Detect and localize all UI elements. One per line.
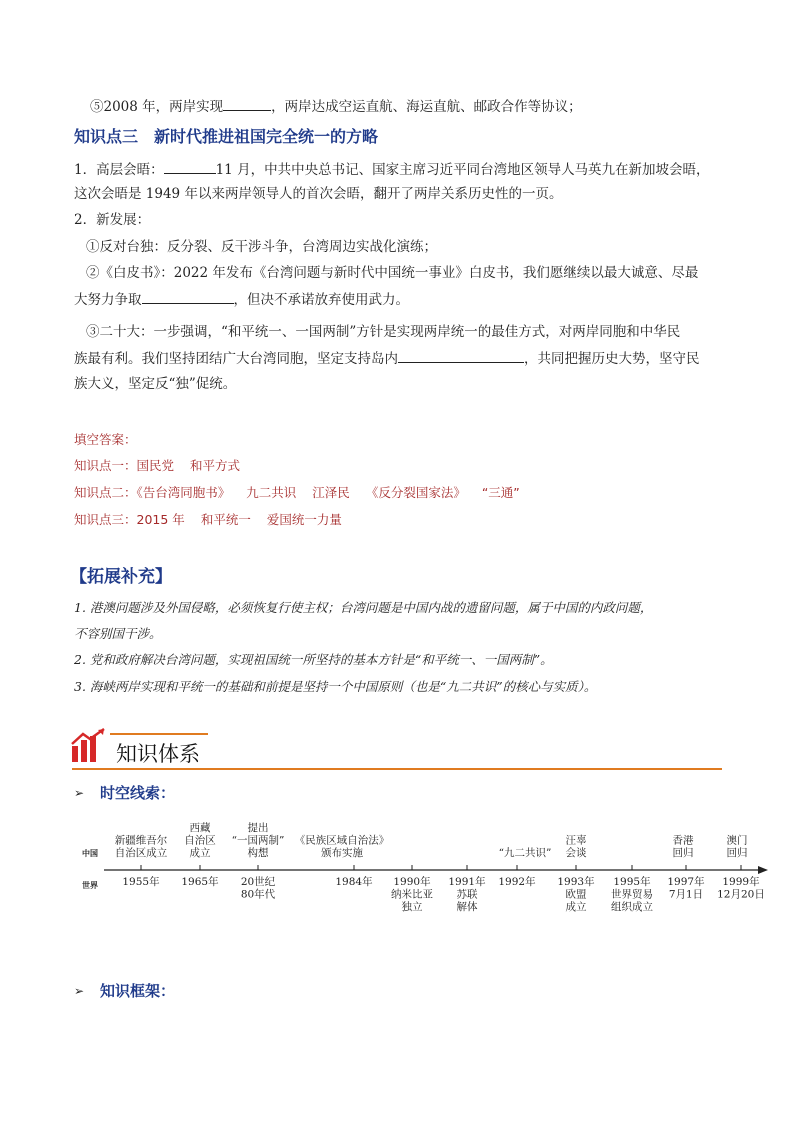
timeline-date-label: 组织成立 (611, 901, 653, 913)
k3-item-3-before: 族最有利。我们坚持团结广大台湾同胞，坚定支持岛内 (74, 351, 398, 367)
section-divider (72, 768, 722, 770)
item-5-line (90, 96, 582, 117)
answers-row-2 (74, 483, 536, 501)
bullet-arrow-icon: ➢ (74, 984, 85, 998)
timeline-arrowhead (758, 866, 768, 874)
timeline-china-event: 西藏 (189, 822, 211, 834)
answers-row-label: 知识点三： (74, 512, 137, 527)
timeline-date-label: 1984年 (335, 876, 373, 888)
timeline-date-label: 1992年 (498, 876, 536, 888)
timeline-china-event: “一国两制” (231, 834, 285, 847)
timeline-date-label: 世界贸易 (611, 888, 653, 901)
timeline-date-label: 80年代 (240, 888, 276, 901)
timeline-china-event: 自治区 (184, 834, 216, 847)
timeline-date-label: 12月20日 (717, 888, 765, 901)
timeline-china-event: 构想 (247, 847, 269, 859)
k3-item-2-after: ，但决不承诺放弃使用武力。 (233, 292, 409, 308)
timeline-china-event: 自治区成立 (114, 847, 168, 859)
k3-p1-label: 1．高层会晤： (74, 162, 164, 178)
k3-item-3-line3: 族大义，坚定反“独”促统。 (74, 376, 237, 392)
timeline-china-event: 新疆维吾尔 (114, 834, 168, 847)
answer-item: 和平方式 (190, 458, 241, 473)
timeline-date-label: 20世纪 (240, 876, 276, 888)
extension-line-1: 1. 港澳问题涉及外国侵略，必须恢复行使主权；台湾问题是中国内战的遗留问题，属于中国的内政问题， (74, 600, 653, 615)
k3-p1-line1 (74, 159, 710, 180)
bullet-arrow-icon: ➢ (74, 786, 85, 800)
k3-item-3-line1: ③二十大：一步强调，“和平统一、一国两制”方针是实现两岸统一的最佳方式，对两岸同胞和中华民 (86, 324, 681, 340)
timeline-date-label: 苏联 (456, 888, 478, 901)
item-5-text-before: ⑤2008 年，两岸实现 (90, 99, 224, 115)
answers-title: 填空答案： (74, 432, 137, 447)
knowledge-point-3-heading: 知识点三 新时代推进祖国完全统一的方略 (74, 127, 379, 146)
timeline-date-label: 解体 (456, 901, 478, 913)
timeline-date-label: 1991年 (448, 876, 486, 888)
timeline-date-label: 1997年 (667, 876, 705, 888)
title-overline (110, 733, 208, 735)
answer-item: 爱国统一力量 (266, 512, 342, 527)
answers-row-label: 知识点二： (74, 485, 137, 500)
timeline-china-event: 提出 (247, 822, 269, 834)
timeline-china-event: “九二共识” (498, 847, 552, 859)
timeline-china-event: 回归 (726, 847, 748, 859)
timeline (0, 810, 794, 930)
fill-blank[interactable] (223, 96, 271, 111)
answers-row-label: 知识点一： (74, 458, 137, 473)
timeline-date-label: 1955年 (122, 876, 160, 888)
k3-p1-line2: 这次会晤是 1949 年以来两岸领导人的首次会晤，翻开了两岸关系历史性的一页。 (74, 186, 563, 202)
timeline-world-label: 世界 (82, 880, 98, 890)
timeline-date-label: 1965年 (181, 876, 219, 888)
timeline-date-label: 纳米比亚 (391, 888, 433, 901)
timeline-date-label: 欧盟 (565, 888, 587, 901)
answer-item: 国民党 (136, 458, 175, 473)
k3-item-2-before: 大努力争取 (74, 292, 142, 308)
answer-item: 九二共识 (246, 485, 297, 500)
k3-item-1: ①反对台独：反分裂、反干涉斗争，台湾周边实战化演练； (86, 239, 437, 255)
k3-item-2-line2 (74, 289, 409, 310)
answer-item: 2015 年 (136, 512, 185, 527)
answers-row-1 (74, 456, 256, 474)
timeline-date-label: 1999年 (722, 876, 760, 888)
item-5-text-after: ，两岸达成空运直航、海运直航、邮政合作等协议； (271, 99, 582, 115)
timeline-china-event: 香港 (672, 834, 694, 847)
fill-blank[interactable] (142, 289, 234, 304)
timeline-date-label: 7月1日 (668, 888, 704, 901)
answer-item: 《反分裂国家法》 (365, 485, 466, 500)
knowledge-system-title: 知识体系 (116, 742, 200, 766)
answers-row-3 (74, 510, 358, 528)
extension-line-1b: 不容别国干涉。 (74, 626, 162, 641)
timeline-china-event: 会谈 (565, 847, 587, 859)
timeline-date-label: 1990年 (393, 876, 431, 888)
timeline-china-event: 澳门 (726, 834, 748, 847)
timeline-china-event: 汪辜 (565, 834, 587, 847)
k3-item-3-line2 (74, 348, 700, 369)
timeline-china-event: 回归 (672, 847, 694, 859)
timeline-china-event: 颁布实施 (321, 847, 363, 859)
timeline-date-label: 成立 (565, 901, 587, 913)
timeline-china-event: 成立 (189, 847, 211, 859)
k3-item-3-after: ，共同把握历史大势，坚守民 (524, 351, 700, 367)
answer-item: 江泽民 (312, 485, 350, 500)
extension-line-2: 2. 党和政府解决台湾问题，实现祖国统一所坚持的基本方针是“和平统一、一国两制”。 (74, 652, 553, 667)
answer-item: 《告台湾同胞书》 (136, 485, 231, 500)
k3-item-2-line1: ②《白皮书》：2022 年发布《台湾问题与新时代中国统一事业》白皮书，我们愿继续以最大诚意、尽最 (86, 265, 699, 281)
chart-growth-icon (70, 728, 110, 764)
timeline-heading: 时空线索： (100, 784, 176, 802)
k3-p1-text: 11 月，中共中央总书记、国家主席习近平同台湾地区领导人马英九在新加坡会晤， (215, 162, 710, 178)
timeline-date-label: 独立 (401, 901, 423, 913)
timeline-date-label: 1995年 (613, 876, 651, 888)
timeline-date-label: 1993年 (557, 876, 595, 888)
extension-line-3: 3. 海峡两岸实现和平统一的基础和前提是坚持一个中国原则（也是“九二共识”的核心与实质）。 (74, 679, 597, 694)
answer-item: 和平统一 (200, 512, 251, 527)
framework-heading: 知识框架： (100, 982, 176, 1000)
timeline-china-event: 《民族区域自治法》 (294, 834, 390, 847)
fill-blank[interactable] (164, 159, 216, 174)
k3-p2-label: 2．新发展： (74, 212, 151, 228)
timeline-china-label: 中国 (82, 848, 98, 858)
fill-blank[interactable] (398, 348, 524, 363)
extension-title: 【拓展补充】 (70, 567, 172, 587)
answer-item: “三通” (481, 485, 520, 500)
